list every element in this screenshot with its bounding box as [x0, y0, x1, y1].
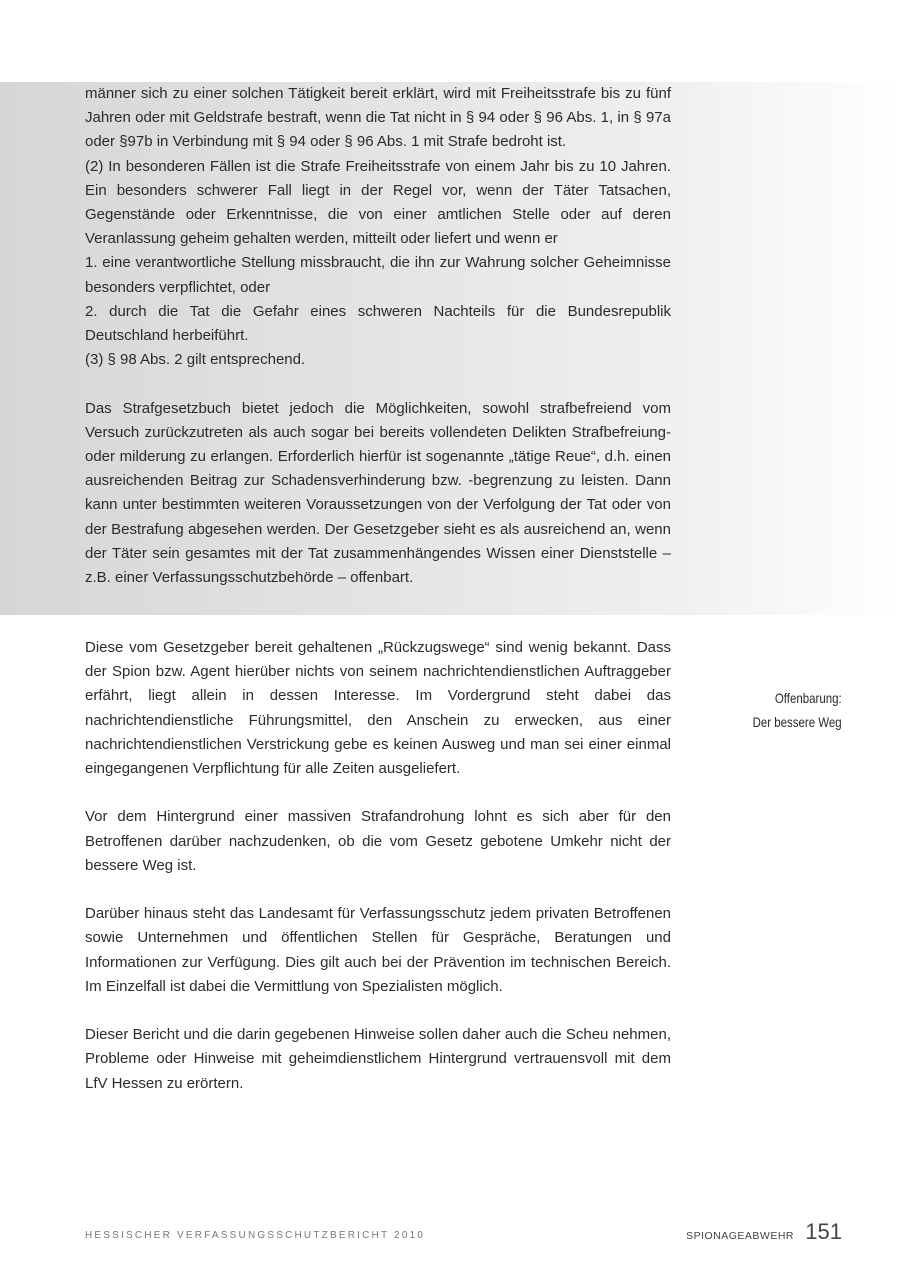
- body-paragraph-4: Dieser Bericht und die darin gegebenen Hinweise sollen daher auch die Scheu nehmen, Probleme oder Hinweise mit geheimdienstlichem Hintergrund vertrauensvoll mit dem LfV Hessen zu erörtern.: [85, 1026, 671, 1092]
- page-number: 151: [805, 1219, 842, 1244]
- marginal-note-line-2: Der bessere Weg: [752, 714, 842, 730]
- marginal-note-line-1: Offenbarung:: [775, 690, 842, 706]
- law-item-1: 1. eine verantwortliche Stellung missbraucht, die ihn zur Wahrung solcher Geheimnisse besonders verpflichtet, oder: [85, 254, 671, 296]
- body-paragraph-2: Vor dem Hintergrund einer massiven Strafandrohung lohnt es sich aber für den Betroffenen darüber nachzudenken, ob die vom Gesetz gebotene Umkehr nicht der bessere Weg ist.: [85, 808, 671, 874]
- law-item-2: 2. durch die Tat die Gefahr eines schweren Nachteils für die Bundesrepublik Deutschland herbeiführt.: [85, 302, 671, 345]
- body-paragraph-1: Diese vom Gesetzgeber bereit gehaltenen „Rückzugswege“ sind wenig bekannt. Dass der Spion bzw. Agent hierüber nichts von seinem nachrichtendienstlichen Auftraggeber erfährt, liegt allein in dessen Interesse. Im Vordergrund steht dabei das nachrichtendienstliche Führungsmittel, den Anschein zu erwecken, aus einer nachrichtendienstlichen Verstrickung gebe es keinen Ausweg und man sei einer einmal eingegangenen Verpflichtung für alle Zeiten ausgeliefert.: [85, 639, 671, 778]
- law-paragraph-1: männer sich zu einer solchen Tätigkeit bereit erklärt, wird mit Freiheitsstrafe bis zu fünf Jahren oder mit Geldstrafe bestraft, wenn die Tat nicht in § 94 oder § 96 Abs. 1, in § 97a oder §97b in Verbindung mit § 94 oder § 96 Abs. 1 mit Strafe bedroht ist.: [85, 85, 671, 151]
- law-text-column: [85, 82, 671, 590]
- law-paragraph-2: (2) In besonderen Fällen ist die Strafe Freiheitsstrafe von einem Jahr bis zu 10 Jahren. Ein besonders schwerer Fall liegt in der Regel vor, wenn der Täter Tatsachen, Gegenstände oder Erkenntnisse, die von einer amtlichen Stelle oder auf deren Veranlassung geheim gehalten werden, mitteilt oder liefert und wenn er: [85, 157, 671, 248]
- body-paragraph-3: Darüber hinaus steht das Landesamt für Verfassungsschutz jedem privaten Betroffenen sowie Unternehmen und öffentlichen Stellen für Gespräche, Beratungen und Informationen zur Verfügung. Dies gilt auch bei der Prävention im technischen Bereich. Im Einzelfall ist dabei die Vermittlung von Spezialisten möglich.: [85, 905, 671, 995]
- footer-publication-title: HESSISCHER VERFASSUNGSSCHUTZBERICHT 2010: [85, 1230, 426, 1241]
- active-repentance-paragraph: Das Strafgesetzbuch bietet jedoch die Möglichkeiten, sowohl strafbefreiend vom Versuch zurückzutreten als auch sogar bei bereits vollendeten Delikten Strafbefreiung- oder milderung zu erlangen. Erforderlich hierfür ist sogenannte „tätige Reue“, d.h. einen ausreichenden Beitrag zur Schadensverhinderung bzw. -begrenzung zu leisten. Dann kann unter bestimmten weiteren Voraussetzungen von der Verfolgung der Tat oder von der Bestrafung abgesehen werden. Der Gesetzgeber sieht es als ausreichend an, wenn der Täter sein gesamtes mit der Tat zusammenhängendes Wissen einer Dienststelle – z.B. einer Verfassungsschutzbehörde – offenbart.: [85, 399, 671, 587]
- law-paragraph-3: (3) § 98 Abs. 2 gilt entsprechend.: [85, 351, 306, 369]
- marginal-note: [753, 686, 842, 734]
- footer-section-name: SPIONAGEABWEHR: [686, 1230, 794, 1242]
- body-text-column: [85, 636, 671, 1096]
